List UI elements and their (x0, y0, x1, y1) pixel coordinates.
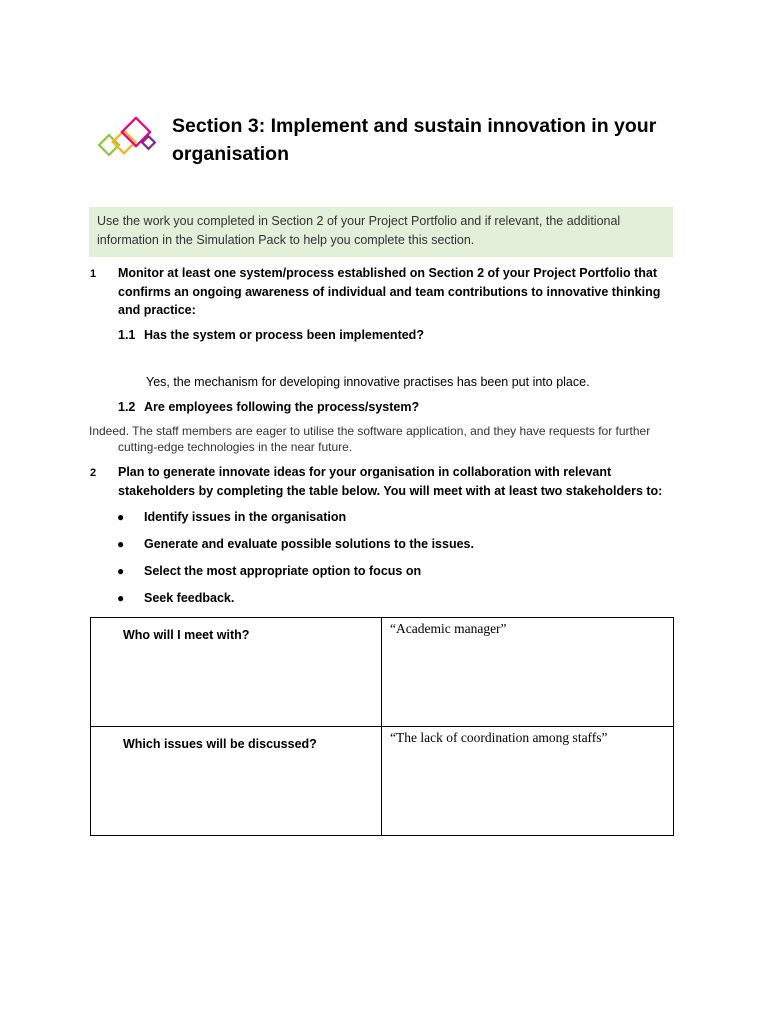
table-cell-label: Who will I meet with? (91, 618, 382, 727)
bullet-item: Seek feedback. (144, 591, 235, 605)
bullet-item: Select the most appropriate option to focus on (144, 564, 422, 578)
question-2-text: Plan to generate innovate ideas for your organisation in collaboration with relevant stakeholders by completing the table below. You will meet with at least two stakeholders to: (118, 465, 663, 498)
question-1-2-text: Are employees following the process/system? (144, 400, 420, 414)
answer-1-2-line-2: cutting-edge technologies in the near future. (118, 440, 353, 454)
table-cell-value: “The lack of coordination among staffs” (382, 727, 674, 836)
bullet-item: Generate and evaluate possible solutions to the issues. (144, 537, 474, 551)
bullet-icon: ● (117, 510, 125, 524)
bullet-item: Identify issues in the organisation (144, 510, 347, 524)
bullet-icon: ● (117, 537, 125, 551)
logo-icon (96, 116, 160, 164)
answer-1-2-line-1: Indeed. The staff members are eager to utilise the software application, and they have requests for further (89, 424, 651, 438)
stakeholder-table (90, 617, 674, 836)
question-2-number: 2 (90, 467, 97, 479)
answer-1-1: Yes, the mechanism for developing innovative practises has been put into place. (146, 375, 590, 389)
table-row (91, 618, 674, 727)
table-cell-label: Which issues will be discussed? (91, 727, 382, 836)
bullet-icon: ● (117, 564, 125, 578)
question-1-text: Monitor at least one system/process established on Section 2 of your Project Portfolio that confirms an ongoing awareness of individual and team contributions to innovative thinking and practice: (118, 266, 661, 317)
page-title: Section 3: Implement and sustain innovation in your organisation (172, 115, 657, 165)
question-1-1-text: Has the system or process been implemented? (144, 328, 424, 342)
table-row (91, 727, 674, 836)
question-1-number: 1 (90, 268, 97, 280)
table-cell-value: “Academic manager” (382, 618, 674, 727)
question-1-2-number: 1.2 (118, 400, 136, 414)
question-1-1-number: 1.1 (118, 328, 136, 342)
instruction-note: Use the work you completed in Section 2 of your Project Portfolio and if relevant, the additional information in the Simulation Pack to help you complete this section. (89, 207, 673, 257)
bullet-icon: ● (117, 591, 125, 605)
